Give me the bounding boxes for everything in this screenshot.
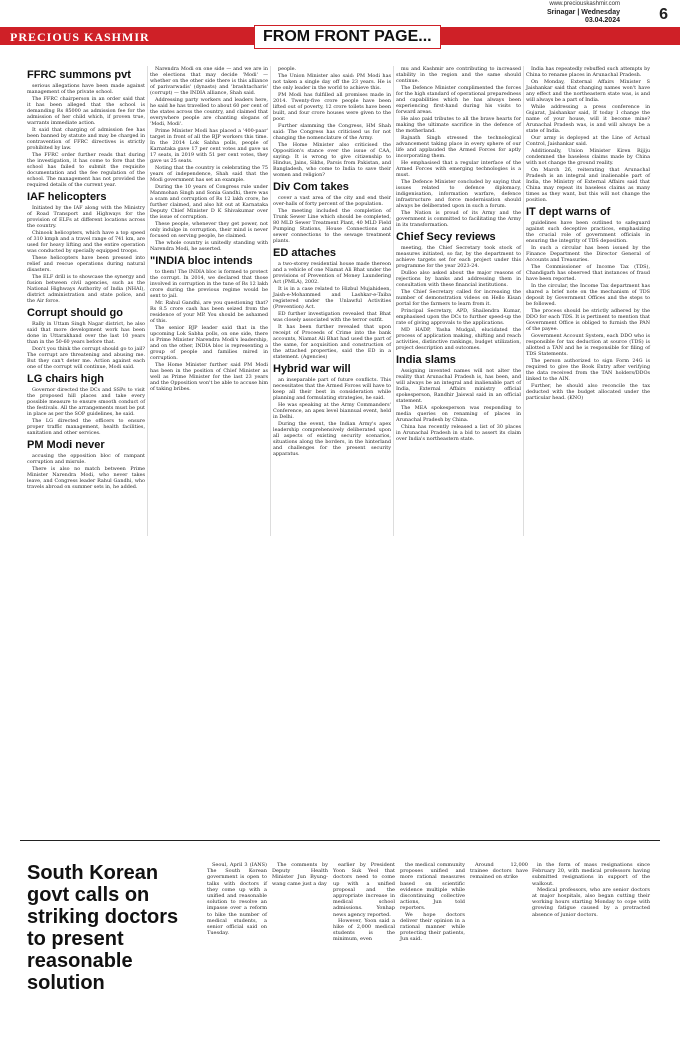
paragraph: an inseparable part of future conflicts. This necessitates that the Armed Forces will have to keep all their best in consideration while planning and formulating strategies, he said.	[273, 377, 391, 401]
issue-date	[547, 9, 620, 25]
paragraph: The Defence Minister concluded by saying that issues related to defence diplomacy, indigenisation, information warfare, defence infrastructure and force modernisation should always be deliberated upon in such a forum.	[396, 179, 521, 209]
paragraph: meeting, the Chief Secretary took stock of measures initiated, so far, by the department to achieve targets set for each project under this programme for the year 2023-24.	[396, 245, 521, 269]
south-korea-column	[532, 862, 650, 918]
south-korea-column	[272, 862, 328, 887]
headline-ffrc: FFRC summons pvt	[27, 69, 131, 81]
headline-india-bloc: "INDIA bloc intends	[150, 255, 253, 267]
column-2	[150, 66, 268, 393]
paragraph: serious allegations have been made against management of the private school.	[27, 83, 145, 95]
paragraph: It has been further revealed that upon receipt of Proceeds of Crime into the bank accounts, Niamat Ali Bhat had used the part of the same, for acquisition and construction of the attached properties, said the ED in a statement. (Agencies)	[273, 324, 391, 360]
paragraph: ED further investigation revealed that Bhat was closely associated with the terror outfit.	[273, 311, 391, 323]
paragraph: During the 10 years of Congress rule under Manmohan Singh and Sonia Gandhi, there was a scam and corruption of Rs 12 lakh crore, he further claimed, and also hit out at Karnataka Deputy Chief Minister D K Shivakumar over the issue of corruption.	[150, 184, 268, 220]
paragraph: PM Modi has fulfilled all promises made in 2014. Twenty-five crore people have been lifted out of poverty, 12 crore toilets have been built, and four crore houses were given to the poor.	[273, 92, 391, 122]
paragraph: Seoul, April 3 (IANS) The South Korean government is open to talks with doctors if they come up with a unified and reasonable solution to resolve an impasse over a reform to hike the number of medical students, a senior official said on Tuesday.	[207, 862, 267, 937]
paragraph: These helicopters have been pressed into relief and rescue operations during natural disasters.	[27, 255, 145, 273]
paragraph: The person authorized to sign Form 24G is required to give the Book Entry after verifying the data received from the TAN holders/DDOs linked to the AIN.	[526, 358, 650, 382]
paragraph: Government Account System, each DDO who is responsible for tax deduction at source (TDS) is allotted a TAN and he is responsible for filing of TDS Statements.	[526, 333, 650, 357]
paragraph: mu and Kashmir are contributing to increased stability in the region and the same should continue.	[396, 66, 521, 84]
headline-lg: LG chairs high	[27, 373, 105, 385]
paragraph: The Home Minister further said PM Modi has been in the position of Chief Minister as well as Prime Minister for the last 23 years and the Opposition won't be able to accuse him of taking bribes.	[150, 362, 268, 392]
paragraph: Dulloo also asked about the major reasons of rejections by banks and addressing them in consultation with these financial institutions.	[396, 270, 521, 288]
paragraph: Principal Secretary, APD, Shailendra Kumar, emphasised upon the DCs to further speed-up the rate of giving approvals to the applications.	[396, 308, 521, 326]
column-divider	[270, 66, 271, 536]
paragraph: Rally in Uttam Singh Nagar district, he also said that more development work has been done in Uttarakhand over the last 10 years than in the 50-60 years before that.	[27, 321, 145, 345]
paragraph: While addressing a press conference in Gujarat, Jaishankar said, If today I change the name of your house, will it become mine? Arunachal Pradesh was, is and will always be a state of India.	[526, 104, 650, 134]
headline-south-korea: South Korean govt calls on striking doctors to present reasonable solution	[27, 862, 179, 994]
paragraph: He was speaking at the Army Commanders' Conference, an apex level biannual event, held in Delhi.	[273, 402, 391, 420]
paragraph: On Monday, External Affairs Minister S Jaishankar said that changing names won't have any effect and the northeastern state was, is and will always be a part of India.	[526, 79, 650, 103]
paragraph: Chinook helicopters, which have a top speed of 310 kmph and a travel range of 741 km, are used for heavy lifting and the entire operation was conducted by specially equipped troops.	[27, 230, 145, 254]
paragraph: Governor directed the DCs and SSPs to visit the proposed hill places and take every possible measure to ensure smooth conduct of the festivals. All the arrangements must be put in place as per the SOP guidelines, he said.	[27, 387, 145, 417]
publication-name: PRECIOUS KASHMIR	[10, 30, 150, 44]
column-1	[27, 66, 145, 491]
paragraph: The whole country is unitedly standing with Narendra Modi, he asserted.	[150, 240, 268, 252]
paragraph: Further, he should also reconcile the tax deducted with the budget allocated under the particular head. (KNO)	[526, 383, 650, 401]
headline-it-dept: IT dept warns of	[526, 206, 611, 218]
paragraph: Prime Minister Modi has placed a '400-paar' target in front of all the BJP workers this time. In the 2014 Lok Sabha polls, people of Karnataka gave 17 per cent votes and gave us 17 seats, in 2019 with 51 per cent votes, they gave us 25 seats.	[150, 128, 268, 164]
paragraph: The Nation is proud of its Army and the government is committed to facilitating the Army in its transformation.	[396, 210, 521, 228]
paragraph: These people, whenever they get power, not only indulge in corruption, their mind is never focused on serving people, he claimed.	[150, 221, 268, 239]
section-divider	[20, 840, 660, 856]
column-5	[526, 66, 650, 402]
issue-weekday: Srinagar | Wednesday	[546, 9, 620, 16]
headline-india-slams: India slams	[396, 354, 456, 366]
column-divider	[393, 66, 394, 536]
paragraph: The Defence Minister complimented the forces for the high standard of operational preparedness and capabilities which he has always been experiencing first-hand during his visits to forward areas.	[396, 85, 521, 115]
issue-day: 03.04.2024	[584, 17, 620, 24]
south-korea-column	[333, 862, 395, 943]
website-url[interactable]: www.preciouskashmir.com	[549, 1, 620, 7]
column-divider	[523, 66, 524, 536]
paragraph: The comments by Deputy Health Minister Jun Byung-wang came just a day	[272, 862, 328, 887]
paragraph: Rajnath Singh stressed the technological advancement taking place in every sphere of our life and applauded the Armed Forces for aptly incorporating them.	[396, 135, 521, 159]
paragraph: accusing the opposition bloc of rampant corruption and misrule.	[27, 453, 145, 465]
paragraph: The Home Minister also criticised the Opposition's stance over the issue of CAA, saying: It is wrong to give citizenship to Hindus, Jains, Sikhs, Parsis from Pakistan, and Bangladesh, who come to India to save their women and religion?	[273, 142, 391, 178]
paragraph: Narendra Modi on one side — and we are in the elections that may decide 'Modi' — whether on the other side there is this alliance of parivarwadis' (dynasts) and 'brashtacharis' (corrupt) — the INDIA alliance, Shah said.	[150, 66, 268, 96]
paragraph: guidelines have been outlined to safeguard against such deceptive practices, emphasizing the crucial role of government officials in ensuring the integrity of TDS deposition.	[526, 220, 650, 244]
paragraph: cover a vast area of the city and end their over-halls of forty percent of the population.	[273, 195, 391, 207]
paragraph: He also paid tributes to all the brave hearts for making the ultimate sacrifice in the defence of the motherland.	[396, 116, 521, 134]
column-3	[273, 66, 391, 458]
column-4	[396, 66, 521, 443]
paragraph: MD HADP, Yasha Mudgal, elucidated the process of application making, shifting and reach activities, distinctive rankings, budget utilization, project description and outcomes.	[396, 327, 521, 351]
paragraph: It is in a case related to Hizbul Mujahideen, Jaish-e-Mohammed and Lashkar-e-Taiba registered under the Unlawful Activities (Prevention) Act.	[273, 286, 391, 310]
paragraph: China has recently released a list of 30 places in Arunachal Pradesh in a bid to assert its claim over India's northeastern state.	[396, 424, 521, 442]
paragraph: Further slamming the Congress, HM Shah said: The Congress has criticised us for not changing the nomenclature of the Army.	[273, 123, 391, 141]
paragraph: to them! The INDIA bloc is formed to protect the corrupt. In 2014, we declared that those involved in corruption in the tune of Rs 12 lakh crore during the previous regime would be sent to jail.	[150, 269, 268, 299]
paragraph: Medical professors, who are senior doctors at major hospitals, also began cutting their working hours starting Monday to cope with growing fatigue caused by a protracted absence of junior doctors.	[532, 886, 650, 918]
paragraph: The process should be strictly adhered by the DDO for each TDS. It is pertinent to mention that Government Office is obliged to furnish the PAN of the payee.	[526, 308, 650, 332]
south-korea-column	[207, 862, 267, 936]
paragraph: In the circular, the Income Tax department has shared a brief note on the mechanism of TDS deposit by Government Offices and the steps to be followed.	[526, 283, 650, 307]
paragraph: Additionally, Union Minister Kiren Rijiju condemned the baseless claims made by China with not change the ground reality.	[526, 148, 650, 166]
paragraph: Mr. Rahul Gandhi, are you questioning that? Rs 8.5 crore cash has been seized from the residence of your MP. You should be ashamed of this.	[150, 300, 268, 324]
paragraph: Noting that the country is celebrating the 75 years of independence, Shah said that the Modi government has set an example.	[150, 165, 268, 183]
paragraph: Assigning invented names will not alter the reality that Arunachal Pradesh is, has been, and will always be an integral and inalienable part of India, External Affairs ministry official spokesperson, Randhir Jaiswal said in an official statement.	[396, 368, 521, 404]
south-korea-column	[470, 862, 528, 881]
paragraph: The Commissioner of Income Tax (TDS), Chandigarh has observed that instances of fraud have been reported.	[526, 264, 650, 282]
paragraph: The LG directed the officers to ensure proper traffic management, health facilities, sanitation and other services.	[27, 418, 145, 436]
paragraph: There is also no match between Prime Minister Narendra Modi, who never takes leave, and Congress leader Rahul Gandhi, who travels abroad on summer sets in, he added.	[27, 466, 145, 490]
paragraph: The ELF drill is to showcase the synergy and fusion between civil agencies, such as the National Highways Authority of India (NHAI), district administration and state police, and the Air force.	[27, 274, 145, 304]
paragraph: earlier by President Yoon Suk Yeol that doctors need to come up with a unified proposal and the appropriate increase in medical school admissions. Yonhap news agency reported.	[333, 862, 395, 918]
paragraph: Around 12,000 trainee doctors have remained on strike	[470, 862, 528, 881]
paragraph: The FFRC chairperson in an order said that it has been alleged that the school is demanding Rs 85000 as admission fee for the admission of her child which, if proven true, warrants immediate action.	[27, 96, 145, 126]
paragraph: Don't you think the corrupt should go to jail? The corrupt are threatening and abusing me. But they can't deter me. Action against each one of the corrupt will continue, Modi said.	[27, 346, 145, 370]
headline-div-com: Div Com takes	[273, 181, 349, 193]
headline-iaf: IAF helicopters	[27, 191, 107, 203]
paragraph: In such a circular has been issued by the Finance Department the Director General of Accounts and Treasuries.	[526, 245, 650, 263]
paragraph: The meeting included the completion of Trunk Sewer Line which should be completed, 80 MLD Sewer Treatment Plant, 40 MLD Field Pumping Stations, House Connections and sewer connections to the sewage treatment plants.	[273, 208, 391, 244]
paragraph: people.	[278, 66, 297, 72]
paragraph: On March 26, reiterating that Arunachal Pradesh is an integral and inalienable part of India, the Ministry of External Affairs said that China may repeat its baseless claims as many times as they want, but this will not change the position.	[526, 167, 650, 203]
headline-ed-attaches: ED attaches	[273, 247, 336, 259]
paragraph: The MEA spokesperson was responding to media queries on renaming of places in Arunachal Pradesh by China.	[396, 405, 521, 423]
headline-chief-secy: Chief Secy reviews	[396, 231, 496, 243]
page-number: 6	[659, 6, 668, 23]
paragraph: Our army is deployed at the Line of Actual Control, Jaishankar said.	[526, 135, 650, 147]
section-title: FROM FRONT PAGE...	[254, 25, 441, 49]
headline-pm-modi: PM Modi never	[27, 439, 105, 451]
paragraph: We hope doctors deliver their opinion in a rational manner while protecting their patients, Jun said.	[400, 911, 465, 943]
paragraph: in the form of mass resignations since February 20, with medical professors having submitted resignations in support of the walkout.	[532, 862, 650, 887]
paragraph: a two-storey residential house made thereon and a vehicle of one Niamat Ali Bhat under the provisions of Prevention of Money Laundering Act (PMLA), 2002.	[273, 261, 391, 285]
paragraph: However, Yoon said a hike of 2,000 medical students is the minimum, even	[333, 917, 395, 943]
paragraph: The Union Minister also said: PM Modi has not taken a single day off the 23 years. He is the only leader in the world to achieve this.	[273, 73, 391, 91]
paragraph: Addressing party workers and leaders here, he said he has travelled to about 60 per cent of the states across the country, and claimed that everywhere people are chanting slogans of 'Modi, Modi'.	[150, 97, 268, 127]
headline-corrupt: Corrupt should go	[27, 307, 123, 319]
column-divider	[147, 66, 148, 536]
paragraph: The Chief Secretary called for increasing the number of demonstration videos on Hello Kisan portal for the farmers to learn from it.	[396, 289, 521, 307]
paragraph: India has repeatedly rebuffed such attempts by China to rename places in Arunachal Pradesh.	[526, 66, 650, 78]
paragraph: It said that charging of admission fee has been banned by statute and may be charged in contravention of FFRC directives is strictly prohibited by law.	[27, 127, 145, 151]
paragraph: the medical community proposes unified and more rational measures based on scientific evidence multiple while discontinuing collective actions, Jun told reporters.	[400, 862, 465, 912]
south-korea-column	[400, 862, 465, 943]
headline-hybrid-war: Hybrid war will	[273, 363, 351, 375]
paragraph: The FFRC order further reads that during the investigation, it has come to fore that the school has failed to submit the requisite documentation and the fee regulation of the school. The management has not provided the required details of the current year.	[27, 152, 145, 188]
paragraph: He emphasised that a regular interface of the Armed Forces with emerging technologies is a must.	[396, 160, 521, 178]
paragraph: During the event, the Indian Army's apex leadership comprehensively deliberated upon all aspects of existing security scenarios, situations along the borders, in the hinterland and challenges for the present security apparatus.	[273, 421, 391, 457]
paragraph: The senior BJP leader said that in the upcoming Lok Sabha polls, on one side, there is Prime Minister Narendra Modi's leadership, and on the other, INDIA bloc is representing a group of people and families mired in corruption.	[150, 325, 268, 361]
paragraph: Initiated by the IAF along with the Ministry of Road Transport and Highways for the provision of ELFs at different locations across the country.	[27, 205, 145, 229]
